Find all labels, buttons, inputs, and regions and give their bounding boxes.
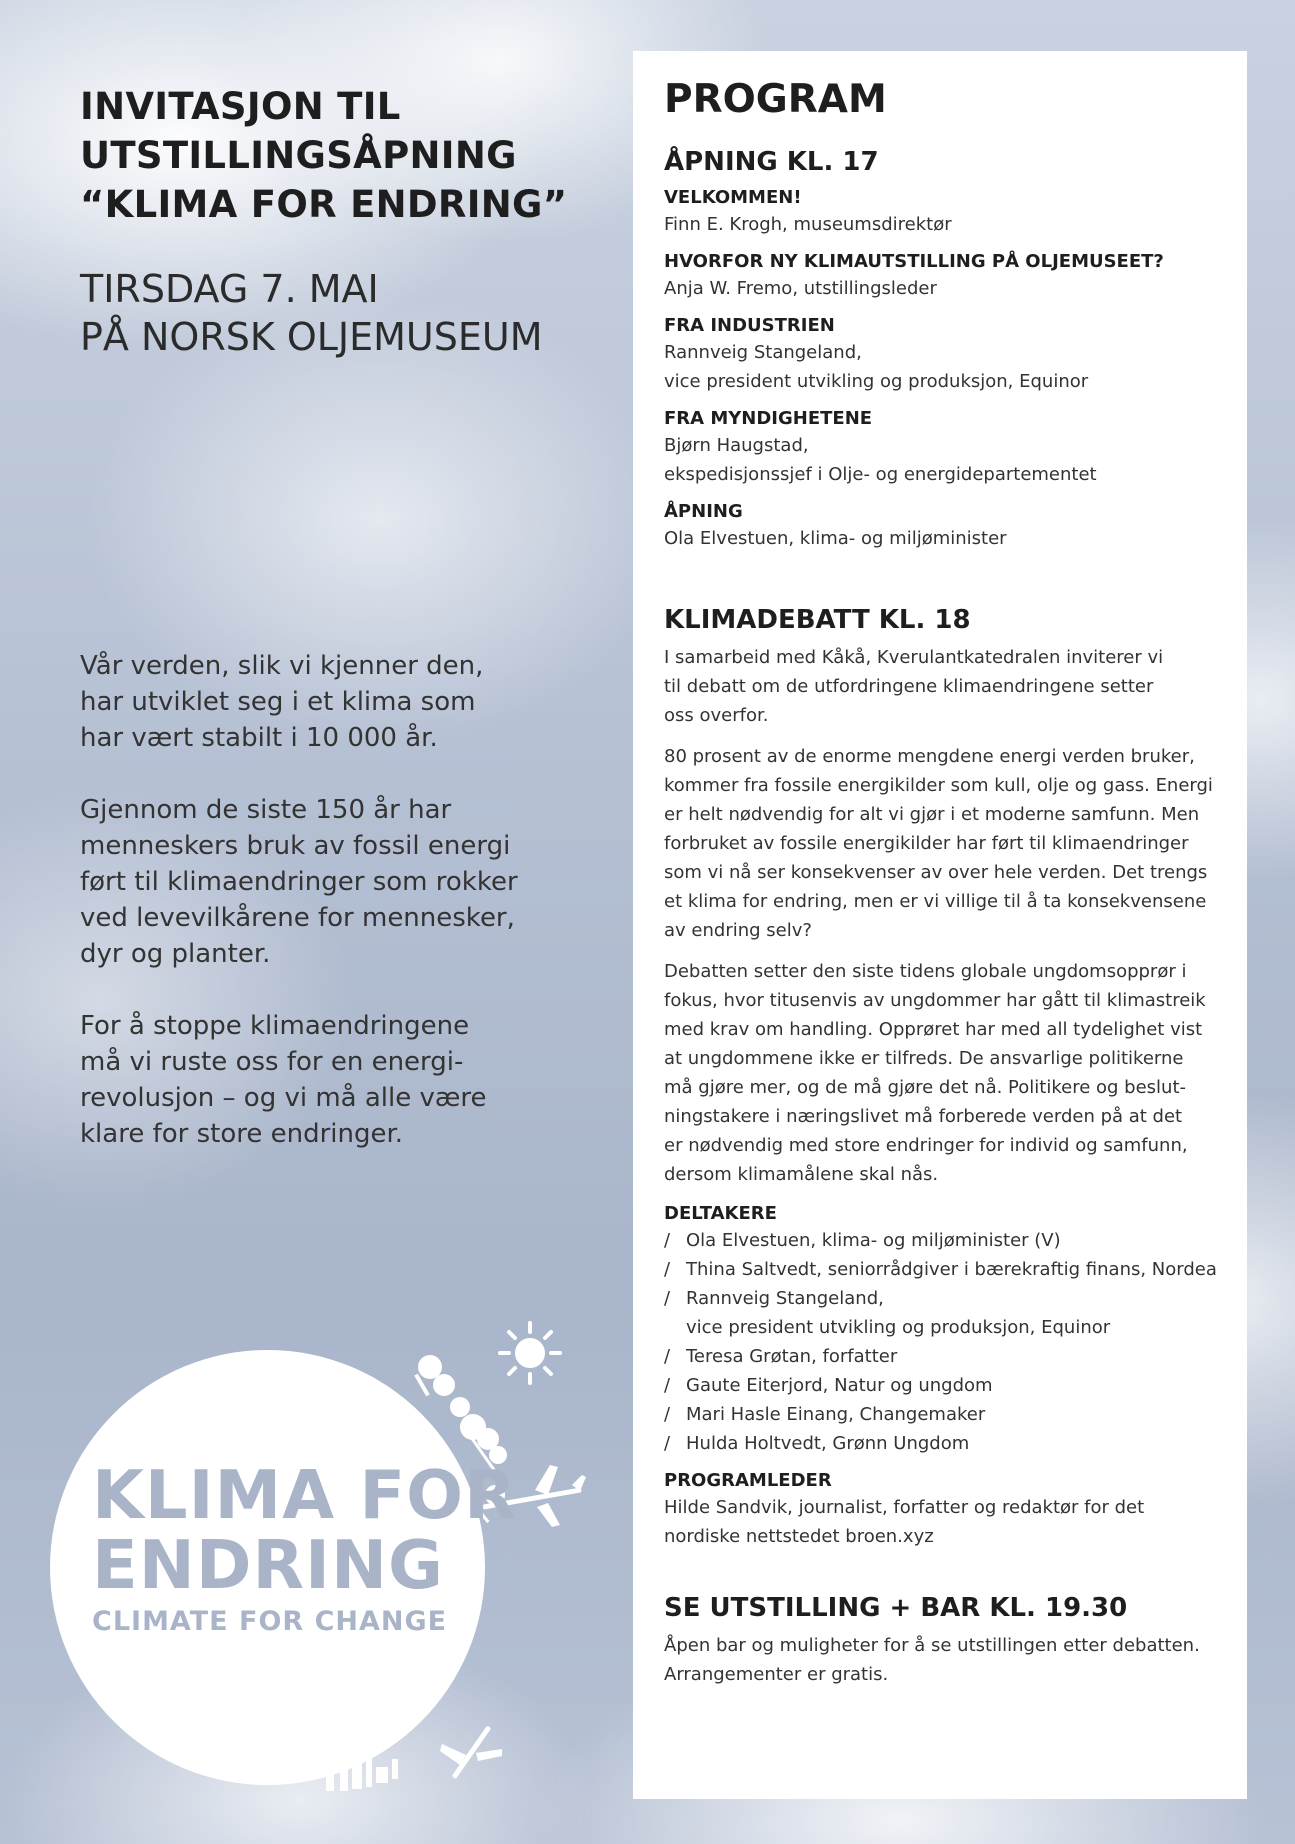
- program-item-speaker: Finn E. Krogh, museumsdirektør: [664, 214, 952, 235]
- bullet: /: [664, 1404, 671, 1425]
- intro-line: Gjennom de siste 150 år har: [80, 795, 452, 825]
- debate-line: oss overfor.: [664, 705, 769, 726]
- intro-paragraph: [80, 1008, 550, 1152]
- intro-line: dyr og planter.: [80, 939, 271, 969]
- debate-line: er helt nødvendig for alt vi gjør i et moderne samfunn. Men: [664, 804, 1200, 825]
- program-item-speaker: Bjørn Haugstad,: [664, 435, 809, 456]
- bullet: /: [664, 1375, 671, 1396]
- debate-line: 80 prosent av de enorme mengdene energi verden bruker,: [664, 746, 1195, 767]
- program-item-speaker: Rannveig Stangeland,: [664, 342, 862, 363]
- intro-paragraph: [80, 792, 550, 972]
- program-item: [664, 499, 1217, 553]
- intro-line: For å stoppe klimaendringene: [80, 1011, 470, 1041]
- invitation-date-venue: [80, 265, 580, 361]
- debate-line: et klima for endring, men er vi villige til å ta konsekvensene: [664, 891, 1207, 912]
- opening-section: [664, 145, 1217, 553]
- section-spacer: [664, 1551, 1217, 1591]
- exhibition-section: [664, 1591, 1217, 1689]
- debate-line: til debatt om de utfordringene klimaendringene setter: [664, 676, 1154, 697]
- debate-line: som vi nå ser konsekvenser av over hele verden. Det trengs: [664, 862, 1208, 883]
- sun-icon: [500, 1323, 560, 1383]
- intro-line: Vår verden, slik vi kjenner den,: [80, 651, 484, 681]
- bullet: /: [664, 1259, 671, 1280]
- debate-section: [664, 603, 1217, 1551]
- invitation-header: [80, 82, 580, 361]
- exhibition-line: Åpen bar og muligheter for å se utstillingen etter debatten.: [664, 1635, 1200, 1656]
- list-item: [664, 1284, 1217, 1342]
- bullet: /: [664, 1230, 671, 1251]
- logo-title-line: KLIMA FOR: [92, 1456, 517, 1534]
- invitation-title-line: INVITASJON TIL: [80, 85, 401, 128]
- participant-role: vice president utvikling og produksjon, Equinor: [686, 1317, 1111, 1338]
- section-spacer: [664, 563, 1217, 603]
- opening-heading: ÅPNING KL. 17: [664, 147, 879, 177]
- participant-name: Teresa Grøtan, forfatter: [686, 1346, 898, 1367]
- program-item: [664, 185, 1217, 239]
- intro-line: menneskers bruk av fossil energi: [80, 831, 511, 861]
- intro-line: ført til klimaendringer som rokker: [80, 867, 518, 897]
- program-item: [664, 249, 1217, 303]
- participant-name: Ola Elvestuen, klima- og miljøminister (V): [686, 1230, 1061, 1251]
- logo-subtitle: CLIMATE FOR CHANGE: [92, 1606, 448, 1637]
- logo-title-line: ENDRING: [92, 1526, 445, 1604]
- program-title: PROGRAM: [664, 77, 887, 122]
- debate-line: Debatten setter den siste tidens globale ungdomsopprør i: [664, 961, 1187, 982]
- bullet: /: [664, 1288, 671, 1309]
- debate-line: ningstakere i næringslivet må forberede verden på at det: [664, 1106, 1183, 1127]
- debate-line: dersom klimamålene skal nås.: [664, 1164, 939, 1185]
- host-label: PROGRAMLEDER: [664, 1470, 832, 1491]
- list-item: [664, 1429, 1217, 1458]
- participant-name: Gaute Eiterjord, Natur og ungdom: [686, 1375, 993, 1396]
- intro-paragraph: [80, 648, 550, 756]
- list-item: [664, 1342, 1217, 1371]
- intro-line: klare for store endringer.: [80, 1119, 404, 1149]
- participants-list: [664, 1226, 1217, 1458]
- debate-line: av endring selv?: [664, 920, 812, 941]
- logo-wordmark: [92, 1456, 517, 1637]
- host-line: nordiske nettstedet broen.xyz: [664, 1526, 934, 1547]
- participant-name: Thina Saltvedt, seniorrådgiver i bærekraftig finans, Nordea: [686, 1259, 1217, 1280]
- debate-line: må gjøre mer, og de må gjøre det nå. Politikere og beslut-: [664, 1077, 1186, 1098]
- bullet: /: [664, 1346, 671, 1367]
- participants-label: DELTAKERE: [664, 1203, 777, 1224]
- intro-text: [80, 648, 550, 1188]
- participant-name: Mari Hasle Einang, Changemaker: [686, 1404, 986, 1425]
- intro-line: har vært stabilt i 10 000 år.: [80, 723, 438, 753]
- debate-paragraph: [664, 643, 1217, 730]
- debate-line: er nødvendig med store endringer for individ og samfunn,: [664, 1135, 1188, 1156]
- list-item: [664, 1400, 1217, 1429]
- invitation-title: [80, 82, 580, 229]
- debate-line: forbruket av fossile energikilder har ført til klimaendringer: [664, 833, 1189, 854]
- program-item-label: VELKOMMEN!: [664, 187, 802, 208]
- invitation-venue: PÅ NORSK OLJEMUSEUM: [80, 315, 543, 359]
- program-item-speaker: Anja W. Fremo, utstillingsleder: [664, 278, 937, 299]
- program-item-speaker-role: ekspedisjonssjef i Olje- og energidepartementet: [664, 464, 1097, 485]
- intro-line: har utviklet seg i et klima som: [80, 687, 476, 717]
- debate-line: fokus, hvor titusenvis av ungdommer har gått til klimastreik: [664, 990, 1206, 1011]
- intro-line: må vi ruste oss for en energi-: [80, 1047, 464, 1077]
- program-item-speaker-role: vice president utvikling og produksjon, Equinor: [664, 371, 1089, 392]
- debate-line: at ungdommene ikke er tilfreds. De ansvarlige politikerne: [664, 1048, 1184, 1069]
- invitation-title-line: UTSTILLINGSÅPNING: [80, 134, 517, 177]
- program-item-label: FRA MYNDIGHETENE: [664, 408, 873, 429]
- host-line: Hilde Sandvik, journalist, forfatter og redaktør for det: [664, 1497, 1145, 1518]
- program-panel: [633, 51, 1247, 1799]
- city-skyline-icon: [326, 1751, 398, 1791]
- intro-line: ved levevilkårene for mennesker,: [80, 903, 515, 933]
- participant-name: Hulda Holtvedt, Grønn Ungdom: [686, 1433, 970, 1454]
- debate-heading: KLIMADEBATT KL. 18: [664, 605, 971, 635]
- exhibition-line: Arrangementer er gratis.: [664, 1664, 889, 1685]
- exhibition-heading: SE UTSTILLING + BAR KL. 19.30: [664, 1593, 1128, 1623]
- debate-line: med krav om handling. Opprøret har med all tydelighet vist: [664, 1019, 1203, 1040]
- airplane-icon: [440, 1725, 502, 1779]
- debate-line: I samarbeid med Kåkå, Kverulantkatedralen inviterer vi: [664, 647, 1164, 668]
- invitation-date: TIRSDAG 7. MAI: [80, 267, 379, 311]
- list-item: [664, 1371, 1217, 1400]
- list-item: [664, 1255, 1217, 1284]
- klima-for-endring-logo: [40, 1315, 600, 1795]
- program-item-label: ÅPNING: [664, 501, 743, 522]
- program-item-label: FRA INDUSTRIEN: [664, 315, 835, 336]
- program-item-label: HVORFOR NY KLIMAUTSTILLING PÅ OLJEMUSEET?: [664, 251, 1164, 272]
- debate-paragraph: [664, 957, 1217, 1189]
- program-item: [664, 313, 1217, 396]
- program-item: [664, 406, 1217, 489]
- invitation-title-line: “KLIMA FOR ENDRING”: [80, 183, 568, 226]
- intro-line: revolusjon – og vi må alle være: [80, 1083, 487, 1113]
- program-item-speaker: Ola Elvestuen, klima- og miljøminister: [664, 528, 1007, 549]
- bullet: /: [664, 1433, 671, 1454]
- participant-name: Rannveig Stangeland,: [686, 1288, 884, 1309]
- debate-line: kommer fra fossile energikilder som kull, olje og gass. Energi: [664, 775, 1213, 796]
- debate-paragraph: [664, 742, 1217, 945]
- list-item: [664, 1226, 1217, 1255]
